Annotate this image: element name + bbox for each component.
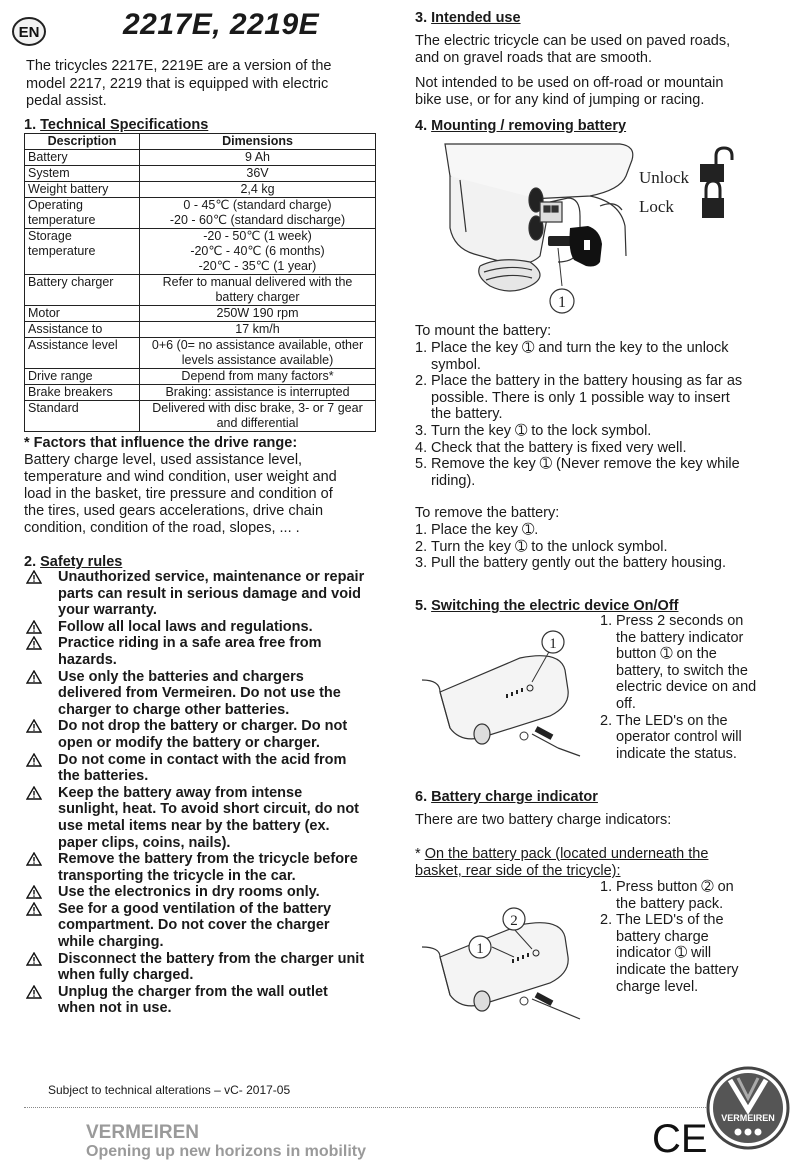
spec-value: Depend from many factors* bbox=[140, 369, 376, 385]
charge-heading: 6. Battery charge indicator bbox=[415, 789, 598, 805]
warning-triangle-icon bbox=[26, 952, 42, 966]
svg-text:CE: CE bbox=[652, 1117, 708, 1161]
charge-sub-heading: * On the battery pack (located underneath the basket, rear side of the tricycle): bbox=[415, 846, 709, 879]
step-number: 3. bbox=[415, 555, 428, 572]
step-text: The LED's of the battery charge indicator ➀ will indicate the battery charge level. bbox=[616, 912, 739, 995]
spec-value: 2,4 kg bbox=[140, 182, 376, 198]
svg-text:1: 1 bbox=[558, 294, 566, 311]
safety-rule-text: Use only the batteries and chargers delivered from Vermeiren. Do not use the charger to charge other batteries. bbox=[58, 668, 341, 718]
mounting-heading: 4. Mounting / removing battery bbox=[415, 118, 627, 134]
safety-rule-text: Practice riding in a safe area free from hazards. bbox=[58, 635, 322, 668]
battery-lock-illustration bbox=[440, 136, 740, 320]
safety-rule-text: Do not drop the battery or charger. Do not open or modify the battery or charger. bbox=[58, 718, 348, 751]
warning-triangle-icon bbox=[26, 985, 42, 999]
table-row bbox=[25, 166, 376, 182]
safety-rule bbox=[26, 851, 366, 884]
spec-description: Brake breakers bbox=[25, 385, 140, 401]
step-text: Place the key ➀ and turn the key to the unlock symbol. bbox=[431, 340, 729, 373]
spec-value: 17 km/h bbox=[140, 322, 376, 338]
safety-rule-text: Unplug the charger from the wall outlet when not in use. bbox=[58, 983, 328, 1017]
remove-steps-list bbox=[415, 522, 755, 572]
list-item bbox=[600, 713, 760, 763]
table-row bbox=[25, 275, 376, 306]
footer-divider bbox=[24, 1107, 784, 1108]
spec-description: Storage temperature bbox=[25, 229, 140, 275]
table-row bbox=[25, 385, 376, 401]
spec-description: Standard bbox=[25, 401, 140, 432]
safety-rule-text: Use the electronics in dry rooms only. bbox=[58, 884, 320, 901]
lock-padlock-icon bbox=[702, 181, 724, 218]
warning-triangle-icon bbox=[26, 719, 42, 733]
svg-text:EN: EN bbox=[18, 24, 40, 41]
spec-description: Motor bbox=[25, 306, 140, 322]
safety-rule bbox=[26, 669, 366, 719]
safety-rules-list bbox=[26, 569, 366, 1017]
safety-rule bbox=[26, 569, 366, 619]
safety-rule bbox=[26, 884, 366, 901]
list-item bbox=[415, 340, 750, 373]
table-row bbox=[25, 198, 376, 229]
key-icon bbox=[548, 226, 602, 286]
connector-port-icon bbox=[520, 997, 528, 1005]
table-row bbox=[25, 150, 376, 166]
col-dimensions-header: Dimensions bbox=[140, 134, 376, 150]
step-number: 2. bbox=[415, 538, 428, 555]
safety-rule bbox=[26, 951, 366, 984]
spec-value: Refer to manual delivered with the battery charger bbox=[140, 275, 376, 306]
safety-heading: 2. Safety rules bbox=[24, 554, 123, 570]
table-row bbox=[25, 369, 376, 385]
factors-text: Battery charge level, used assistance level, temperature and wind condition, user weight and load in the basket, tire pressure and condition of the tires, used gears accelerations, drive chain condition, condition of the road, slopes, ... . bbox=[24, 452, 337, 536]
intro-paragraph: The tricycles 2217E, 2219E are a version of the model 2217, 2219 that is equipped with electric pedal assist. bbox=[26, 58, 332, 109]
step-text: Press button ➁ on the battery pack. bbox=[616, 879, 734, 912]
charge-steps-list bbox=[600, 879, 750, 995]
spec-value: Delivered with disc brake, 3- or 7 gear and differential bbox=[140, 401, 376, 432]
safety-rule bbox=[26, 984, 366, 1017]
safety-rule-text: See for a good ventilation of the battery compartment. Do not cover the charger while charging. bbox=[58, 900, 332, 951]
list-item bbox=[600, 613, 760, 713]
step-text: Press 2 seconds on the battery indicator button ➀ on the battery, to switch the electric device on and off. bbox=[616, 613, 757, 712]
drive-range-factors bbox=[24, 435, 354, 537]
table-row bbox=[25, 182, 376, 198]
table-row bbox=[25, 338, 376, 369]
warning-triangle-icon bbox=[26, 670, 42, 684]
step-text: Turn the key ➀ to the unlock symbol. bbox=[431, 538, 668, 555]
intended-use-heading: 3. Intended use bbox=[415, 10, 521, 26]
step-text: Remove the key ➀ (Never remove the key while riding). bbox=[431, 456, 740, 489]
table-row bbox=[25, 401, 376, 432]
step-number: 5. bbox=[415, 456, 428, 473]
step-text: Check that the battery is fixed very well. bbox=[431, 439, 687, 456]
step-number: 1. bbox=[415, 340, 428, 356]
remove-intro: To remove the battery: bbox=[415, 505, 560, 521]
battery-charge-illustration bbox=[420, 895, 600, 1025]
safety-rule-text: Keep the battery away from intense sunlight, heat. To avoid short circuit, do not use metal items near by the battery (ex. paper clips, coins, nails). bbox=[58, 784, 360, 851]
unlock-label: Unlock bbox=[639, 168, 690, 187]
list-item bbox=[415, 456, 750, 489]
table-row bbox=[25, 306, 376, 322]
footer-slogan: Opening up new horizons in mobility bbox=[86, 1143, 366, 1160]
specs-heading: 1. Technical Specifications bbox=[24, 117, 209, 133]
step-number: 4. bbox=[415, 439, 428, 456]
svg-text:2: 2 bbox=[510, 913, 518, 929]
safety-rule bbox=[26, 785, 366, 851]
footer-note: Subject to technical alterations – vC- 2017-05 bbox=[48, 1083, 291, 1097]
list-item bbox=[415, 373, 750, 423]
step-number: 1. bbox=[415, 522, 428, 538]
list-item bbox=[415, 522, 755, 539]
spec-description: Weight battery bbox=[25, 182, 140, 198]
specs-table bbox=[24, 133, 376, 432]
safety-rule bbox=[26, 635, 366, 668]
spec-description: Battery bbox=[25, 150, 140, 166]
page-title: 2217E, 2219E bbox=[123, 8, 320, 41]
warning-triangle-icon bbox=[26, 620, 42, 634]
list-item bbox=[600, 912, 750, 995]
warning-triangle-icon bbox=[26, 902, 42, 916]
vermeiren-logo bbox=[706, 1066, 790, 1150]
step-number: 2. bbox=[600, 912, 613, 929]
battery-switch-illustration bbox=[420, 620, 600, 760]
step-number: 1. bbox=[600, 879, 613, 895]
list-item bbox=[415, 440, 750, 457]
safety-rule bbox=[26, 718, 366, 751]
spec-description: Drive range bbox=[25, 369, 140, 385]
safety-rule-text: Do not come in contact with the acid from the batteries. bbox=[58, 751, 347, 785]
switching-steps-list bbox=[600, 613, 760, 762]
warning-triangle-icon bbox=[26, 786, 42, 800]
warning-triangle-icon bbox=[26, 852, 42, 866]
spec-value: Braking: assistance is interrupted bbox=[140, 385, 376, 401]
footer-brand: VERMEIREN bbox=[86, 1122, 199, 1143]
warning-triangle-icon bbox=[26, 636, 42, 650]
list-item bbox=[415, 423, 750, 440]
safety-rule-text: Follow all local laws and regulations. bbox=[58, 618, 313, 635]
safety-rule bbox=[26, 901, 366, 951]
switching-heading: 5. Switching the electric device On/Off bbox=[415, 598, 679, 614]
table-row bbox=[25, 229, 376, 275]
warning-triangle-icon bbox=[26, 570, 42, 584]
spec-value: 0 - 45℃ (standard charge) -20 - 60℃ (standard discharge) bbox=[140, 198, 376, 229]
step-number: 1. bbox=[600, 613, 613, 629]
spec-description: System bbox=[25, 166, 140, 182]
safety-rule bbox=[26, 752, 366, 785]
unlock-padlock-icon bbox=[700, 148, 732, 182]
spec-value: 9 Ah bbox=[140, 150, 376, 166]
svg-text:1: 1 bbox=[476, 941, 484, 957]
ce-mark-icon bbox=[652, 1117, 708, 1161]
list-item bbox=[415, 555, 755, 572]
warning-triangle-icon bbox=[26, 753, 42, 767]
spec-value: 0+6 (0= no assistance available, other levels assistance available) bbox=[140, 338, 376, 369]
intended-use-p2: Not intended to be used on off-road or mountain bike use, or for any kind of jumping or racing. bbox=[415, 75, 724, 108]
factors-heading: * Factors that influence the drive range: bbox=[24, 435, 298, 451]
safety-rule-text: Remove the battery from the tricycle before transporting the tricycle in the car. bbox=[58, 851, 358, 884]
step-text: Place the battery in the battery housing as far as possible. There is only 1 possible way to insert the battery. bbox=[431, 373, 743, 423]
language-badge bbox=[12, 17, 46, 46]
spec-description: Operating temperature bbox=[25, 198, 140, 229]
step-number: 2. bbox=[600, 712, 613, 729]
col-description-header: Description bbox=[25, 134, 140, 150]
table-row bbox=[25, 322, 376, 338]
svg-text:1: 1 bbox=[549, 636, 557, 652]
lock-label: Lock bbox=[639, 197, 674, 216]
intended-use-p1: The electric tricycle can be used on paved roads, and on gravel roads that are smooth. bbox=[415, 33, 731, 66]
spec-value: -20 - 50℃ (1 week) -20℃ - 40℃ (6 months) -20℃ - 35℃ (1 year) bbox=[140, 229, 376, 275]
charge-intro: There are two battery charge indicators: bbox=[415, 812, 672, 828]
safety-rule-text: Disconnect the battery from the charger unit when fully charged. bbox=[58, 950, 365, 984]
spec-description: Assistance level bbox=[25, 338, 140, 369]
warning-triangle-icon bbox=[26, 885, 42, 899]
spec-value: 36V bbox=[140, 166, 376, 182]
svg-text:VERMEIREN: VERMEIREN bbox=[721, 1113, 775, 1123]
spec-value: 250W 190 rpm bbox=[140, 306, 376, 322]
spec-description: Battery charger bbox=[25, 275, 140, 306]
spec-description: Assistance to bbox=[25, 322, 140, 338]
step-number: 2. bbox=[415, 373, 428, 390]
specs-table-header-row bbox=[25, 134, 376, 150]
list-item bbox=[600, 879, 750, 912]
mount-intro: To mount the battery: bbox=[415, 323, 552, 339]
connector-port-icon bbox=[520, 732, 528, 740]
safety-rule bbox=[26, 619, 366, 636]
step-text: Place the key ➀. bbox=[431, 522, 539, 538]
step-text: Pull the battery gently out the battery housing. bbox=[431, 555, 727, 572]
step-text: The LED's on the operator control will indicate the status. bbox=[616, 712, 742, 762]
mount-steps-list bbox=[415, 340, 750, 489]
step-number: 3. bbox=[415, 422, 428, 439]
step-text: Turn the key ➀ to the lock symbol. bbox=[431, 422, 652, 439]
list-item bbox=[415, 539, 755, 556]
safety-rule-text: Unauthorized service, maintenance or repair parts can result in serious damage and void your warranty. bbox=[58, 569, 365, 619]
